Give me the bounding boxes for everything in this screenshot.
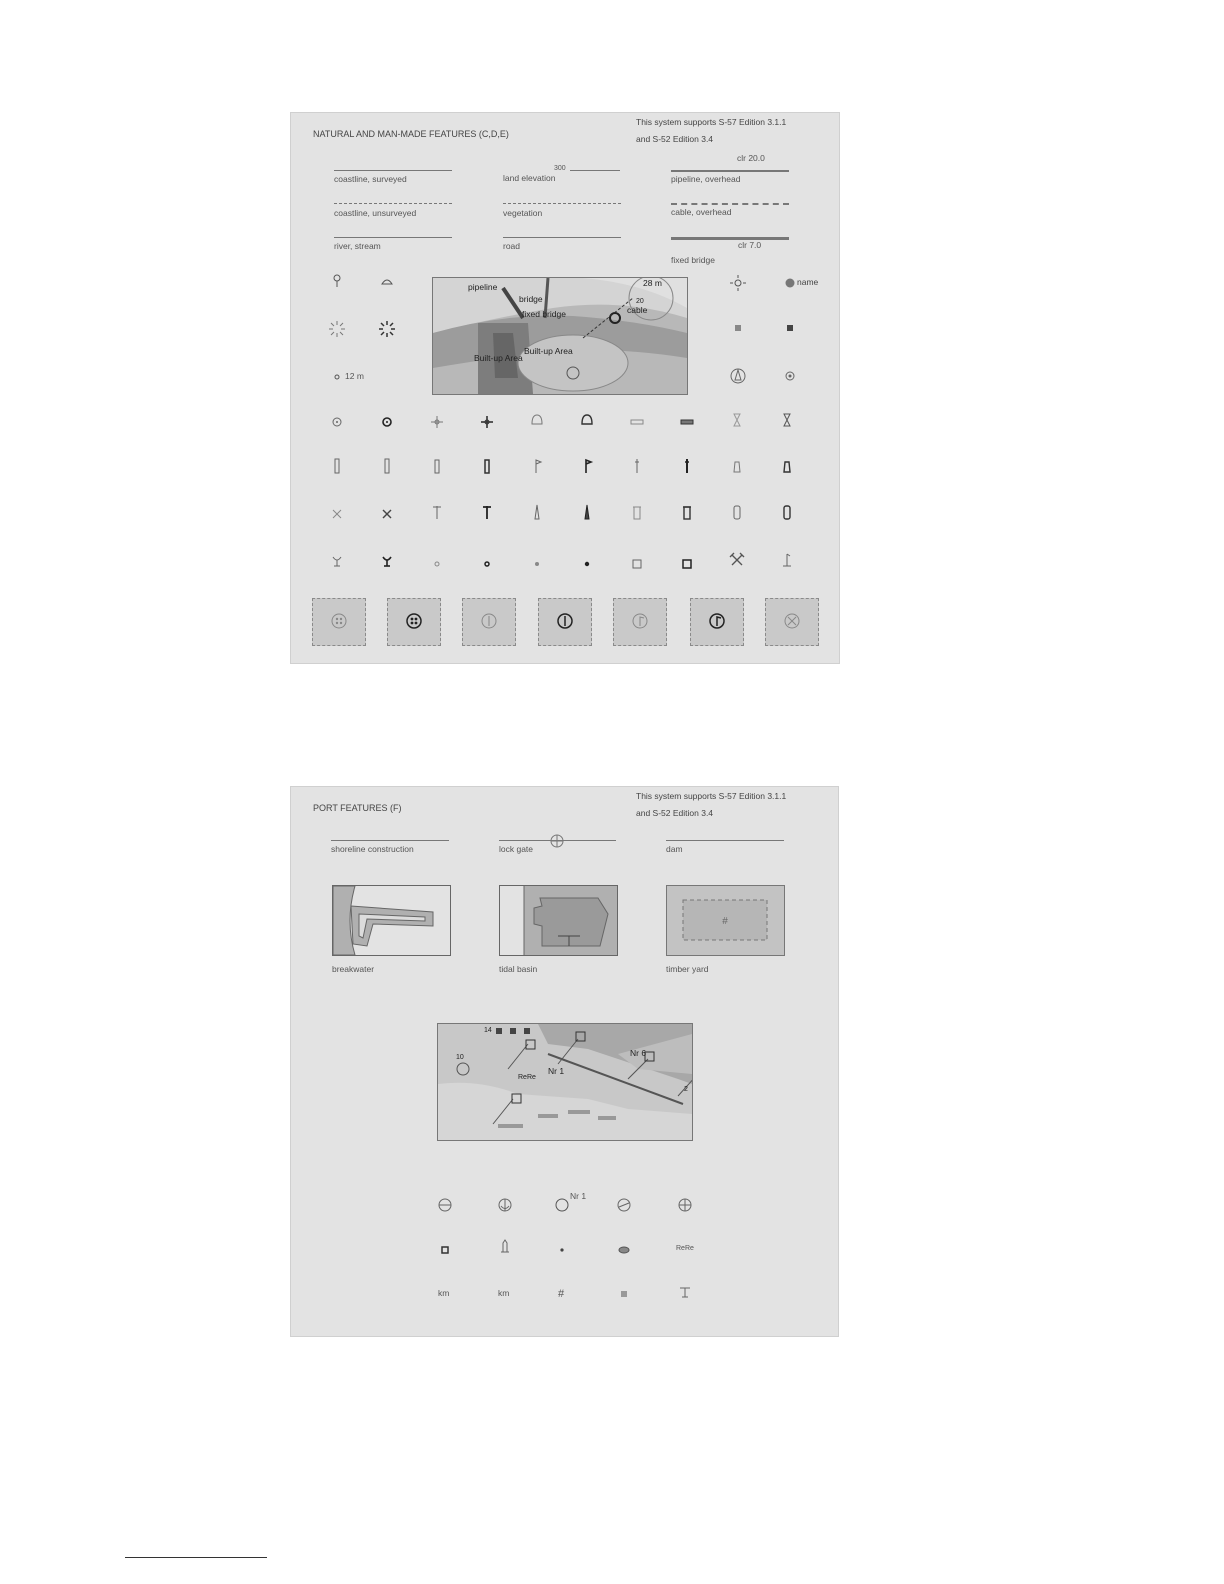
dolphin-icon <box>496 1237 514 1255</box>
berth-circle-icon <box>553 1196 571 1214</box>
map-pipeline-label: pipeline <box>468 282 498 292</box>
spot-height-icon <box>328 368 346 386</box>
fixed-bridge-line <box>671 237 789 240</box>
timber-yard-illustration <box>666 885 785 956</box>
km-marker-label-2: km <box>498 1288 510 1298</box>
chimney-bold-icon <box>778 457 796 475</box>
mast-bold-icon <box>678 457 696 475</box>
radar-dish-icon <box>328 551 346 569</box>
anchor-post-icon <box>778 551 796 569</box>
target-icon <box>781 367 799 385</box>
slipway-icon <box>676 1283 694 1301</box>
light-sparkle-icon <box>328 320 346 338</box>
area-symbol-box-2 <box>387 598 441 646</box>
road-label: road <box>503 241 521 251</box>
shoreline-construction-label: shoreline construction <box>331 844 414 854</box>
sun-icon <box>729 274 747 292</box>
circle-point-icon <box>328 413 346 431</box>
map-rere-label: ReRe <box>518 1074 536 1081</box>
lock-gate-icon <box>548 832 566 850</box>
note-line-1: This system supports S-57 Edition 3.1.1 <box>636 117 787 127</box>
named-area-label: name <box>797 277 819 287</box>
natural-features-map-inset <box>432 277 688 395</box>
harbour-circle-icon <box>436 1196 454 1214</box>
road-line <box>503 237 621 238</box>
silo-icon <box>628 503 646 521</box>
radar-dish-bold-icon <box>378 551 396 569</box>
light-sparkle-bold-icon <box>378 320 396 338</box>
area-symbol-box-7 <box>765 598 819 646</box>
map-height-20-label: 20 <box>636 298 644 305</box>
clearance-20-label: clr 20.0 <box>737 153 765 163</box>
shoreline-construction-line <box>331 840 449 841</box>
timber-yard-label: timber yard <box>666 964 709 974</box>
note-line-1: This system supports S-57 Edition 3.1.1 <box>636 791 787 801</box>
map-number-10: 10 <box>456 1054 464 1061</box>
cross-icon <box>328 505 346 523</box>
crane-icon <box>428 503 446 521</box>
map-builtup-area-label-1: Built-up Area <box>524 346 573 356</box>
windmill-bold-icon <box>478 413 496 431</box>
land-elevation-label: land elevation <box>503 173 556 183</box>
port-features-panel <box>290 786 839 1337</box>
river-stream-label: river, stream <box>334 241 381 251</box>
panel-title: NATURAL AND MAN-MADE FEATURES (C,D,E) <box>313 129 509 139</box>
vegetation-label: vegetation <box>503 208 543 218</box>
gate-circle-icon <box>676 1196 694 1214</box>
small-square-bold-icon <box>781 319 799 337</box>
map-nr6-label: Nr 6 <box>630 1048 647 1058</box>
area-symbol-box-3 <box>462 598 516 646</box>
ruin-icon <box>628 413 646 431</box>
pontoon-icon <box>615 1241 633 1259</box>
monument-icon <box>428 457 446 475</box>
system-support-note <box>636 788 786 822</box>
area-symbol-box-6 <box>690 598 744 646</box>
map-number-14: 14 <box>484 1027 492 1034</box>
crane-bold-icon <box>478 503 496 521</box>
km-marker-label-1: km <box>438 1288 450 1298</box>
map-nr1-label: Nr 1 <box>548 1066 565 1076</box>
silo-bold-icon <box>678 503 696 521</box>
port-features-map-inset <box>437 1023 693 1141</box>
coastline-surveyed-line <box>334 170 452 171</box>
flagstaff-icon <box>528 457 546 475</box>
spire-icon <box>528 503 546 521</box>
map-number-2: 2 <box>684 1086 688 1093</box>
dot-icon <box>528 555 546 573</box>
tree-icon <box>328 272 346 290</box>
spot-height-label: 12 m <box>345 371 364 381</box>
coastline-surveyed-label: coastline, surveyed <box>334 174 407 184</box>
circle-point-bold-icon <box>378 413 396 431</box>
map-fixed-bridge-label: fixed bridge <box>522 309 566 319</box>
vegetation-line <box>503 203 621 204</box>
small-square-icon <box>729 319 747 337</box>
small-circle-bold-icon <box>478 555 496 573</box>
storage-square-icon <box>615 1285 633 1303</box>
flagstaff-bold-icon <box>578 457 596 475</box>
hourglass-icon <box>728 411 746 429</box>
berth-nr1-label: Nr 1 <box>570 1191 587 1201</box>
spire-bold-icon <box>578 503 596 521</box>
area-symbol-box-4 <box>538 598 592 646</box>
tidal-basin-label: tidal basin <box>499 964 538 974</box>
hourglass-bold-icon <box>778 411 796 429</box>
river-stream-line <box>334 237 452 238</box>
map-height-28m-label: 28 m <box>643 278 662 288</box>
svg-text:#: # <box>722 916 728 927</box>
breakwater-label: breakwater <box>332 964 375 974</box>
land-elevation-value: 300 <box>554 165 566 172</box>
fixed-bridge-label: fixed bridge <box>671 255 715 265</box>
small-circle-icon <box>428 555 446 573</box>
hulk-square-icon <box>436 1241 454 1259</box>
note-line-2: and S-52 Edition 3.4 <box>636 808 714 818</box>
panel-title: PORT FEATURES (F) <box>313 803 402 813</box>
dot-bold-icon <box>578 555 596 573</box>
map-cable-label: cable <box>627 305 648 315</box>
map-bridge-label: bridge <box>519 294 543 304</box>
coastline-unsurveyed-line <box>334 203 452 204</box>
pipeline-overhead-line <box>671 170 789 172</box>
note-line-2: and S-52 Edition 3.4 <box>636 134 714 144</box>
square-outline-icon <box>628 555 646 573</box>
dam-label: dam <box>666 844 683 854</box>
crane-circle-icon <box>615 1196 633 1214</box>
chimney-icon <box>728 457 746 475</box>
breakwater-illustration <box>332 885 451 956</box>
area-symbol-box-1 <box>312 598 366 646</box>
windmill-icon <box>428 413 446 431</box>
map-builtup-area-label-2: Built-up Area <box>474 353 523 363</box>
mast-icon <box>628 457 646 475</box>
system-support-note <box>636 114 786 148</box>
tower-alt-icon <box>378 457 396 475</box>
ruin-bold-icon <box>678 413 696 431</box>
cross-bold-icon <box>378 505 396 523</box>
harbour-anchor-icon <box>496 1196 514 1214</box>
footnote-divider <box>125 1557 267 1558</box>
square-outline-bold-icon <box>678 555 696 573</box>
land-elevation-line <box>570 170 620 171</box>
lock-gate-label: lock gate <box>499 844 534 854</box>
cable-overhead-line <box>671 203 789 205</box>
rere-label: ReRe <box>676 1245 694 1252</box>
cable-overhead-label: cable, overhead <box>671 207 732 217</box>
mooring-dot-icon <box>553 1241 571 1259</box>
hill-icon <box>378 272 396 290</box>
tank-bold-icon <box>778 503 796 521</box>
tidal-basin-illustration <box>499 885 618 956</box>
area-symbol-box-5 <box>613 598 667 646</box>
tank-icon <box>728 503 746 521</box>
natural-man-made-features-panel <box>290 112 840 664</box>
timber-hash-icon: # <box>558 1288 565 1300</box>
dome-bold-icon <box>578 411 596 429</box>
dam-line <box>666 840 784 841</box>
dome-icon <box>528 411 546 429</box>
coastline-unsurveyed-label: coastline, unsurveyed <box>334 208 417 218</box>
mine-hammers-icon <box>728 551 746 569</box>
compass-circle-icon <box>729 367 747 385</box>
monument-bold-icon <box>478 457 496 475</box>
clearance-7-label: clr 7.0 <box>738 240 762 250</box>
tower-icon <box>328 457 346 475</box>
pipeline-overhead-label: pipeline, overhead <box>671 174 741 184</box>
